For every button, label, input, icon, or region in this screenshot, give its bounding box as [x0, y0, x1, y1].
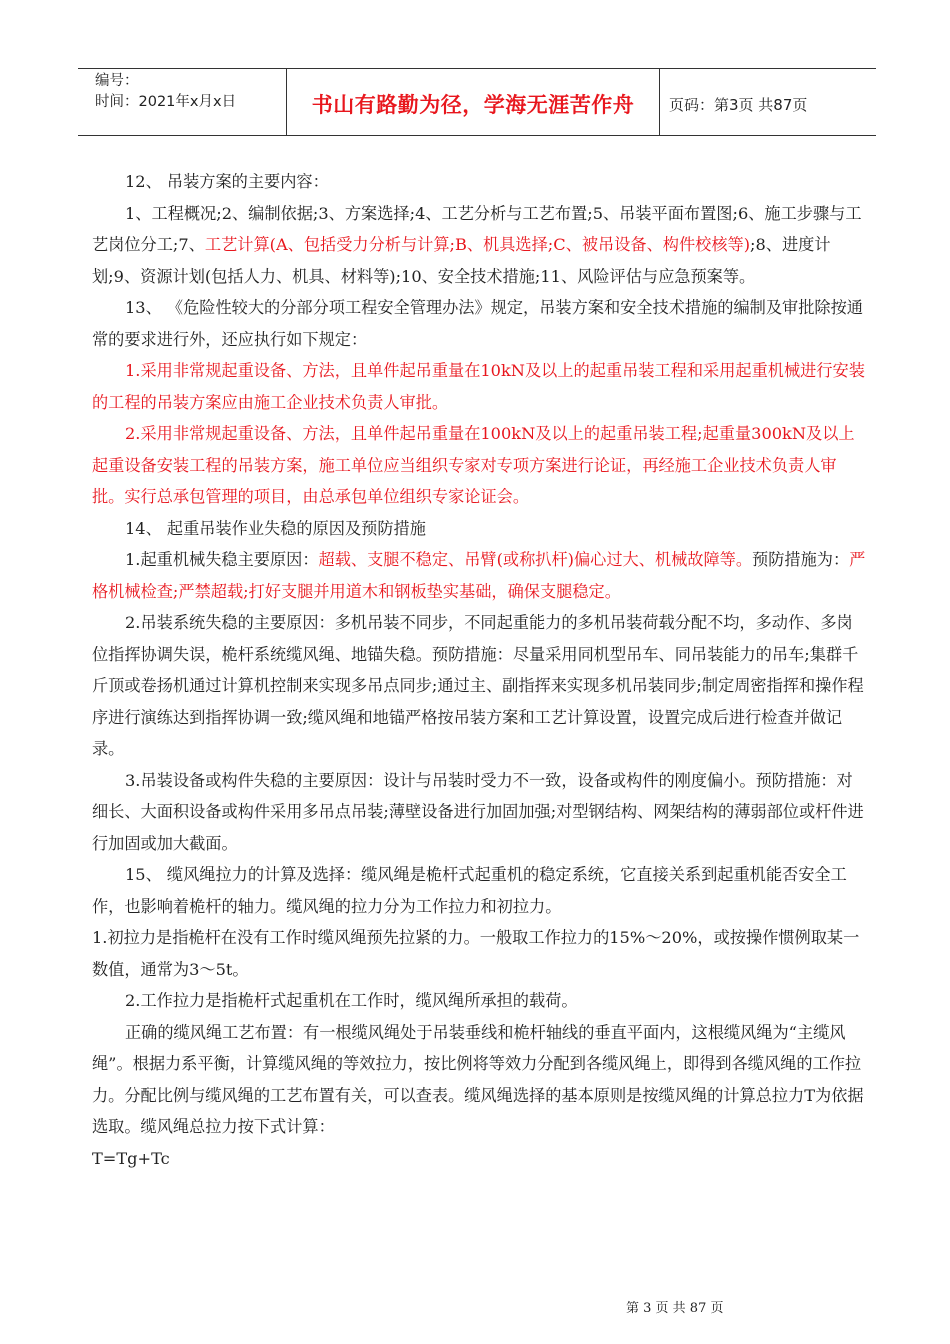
body-text: T=Tg+Tc	[92, 1148, 170, 1168]
highlighted-text: 1.采用非常规起重设备、方法，且单件起吊重量在10kN及以上的起重吊装工程和采用起重机械进行安装的工程的吊装方案应由施工企业技术负责人审批。	[92, 361, 865, 412]
header-page-number: 页码：第3页 共87页	[669, 95, 808, 114]
body-text: 2.工作拉力是指桅杆式起重机在工作时，缆风绳所承担的载荷。	[125, 991, 578, 1010]
highlighted-text: 工艺计算(A、包括受力分析与计算;B、机具选择;C、被吊设备、构件校核等)	[204, 235, 751, 254]
paragraph	[92, 922, 866, 985]
header-motto: 书山有路勤为径，学海无涯苦作舟	[286, 69, 660, 135]
paragraph	[92, 985, 866, 1017]
body-text: ;8、进度计划;9、资源计划(包括人力、机具、材料等);10、安全技术措施;11、风险评估与应急预案等。	[92, 235, 831, 286]
body-text: 15、 缆风绳拉力的计算及选择：缆风绳是桅杆式起重机的稳定系统，它直接关系到起重机能否安全工作，也影响着桅杆的轴力。缆风绳的拉力分为工作拉力和初拉力。	[92, 865, 847, 916]
paragraph	[92, 859, 866, 922]
body-text: 1.初拉力是指桅杆在没有工作时缆风绳预先拉紧的力。一般取工作拉力的15%～20%，或按操作惯例取某一数值，通常为3～5t。	[92, 928, 860, 979]
paragraph	[92, 607, 866, 765]
paragraph	[92, 355, 866, 418]
serial-number-label: 编号：	[95, 73, 139, 89]
paragraph	[92, 544, 866, 607]
paragraph	[92, 1017, 866, 1143]
body-text: 13、 《危险性较大的分部分项工程安全管理办法》规定，吊装方案和安全技术措施的编制及审批除按通常的要求进行外，还应执行如下规定：	[92, 298, 863, 349]
header-meta	[78, 69, 286, 135]
paragraph	[92, 292, 866, 355]
body-text: 1、工程概况;2、编制依据;3、方案选择;4、工艺分析与工艺布置;5、吊装平面布置图;6、施工步骤与工艺岗位分工;7、	[92, 203, 862, 254]
body-text: 1.起重机械失稳主要原因：	[125, 550, 319, 569]
body-text: 12、 吊装方案的主要内容：	[125, 172, 329, 191]
paragraph	[92, 166, 866, 198]
paragraph	[92, 1143, 866, 1175]
page-footer: 第 3 页 共 87 页	[626, 1301, 724, 1316]
document-body	[92, 166, 866, 1174]
body-text: 正确的缆风绳工艺布置：有一根缆风绳处于吊装垂线和桅杆轴线的垂直平面内，这根缆风绳为“主缆风绳”。根据力系平衡，计算缆风绳的等效拉力，按比例将等效力分配到各缆风绳上，即得到各缆风绳的工作拉力。分配比例与缆风绳的工艺布置有关，可以查表。缆风绳选择的基本原则是按缆风绳的计算总拉力T为依据选取。缆风绳总拉力按下式计算：	[92, 1022, 864, 1136]
body-text: 2.吊装系统失稳的主要原因：多机吊装不同步，不同起重能力的多机吊装荷载分配不均，多动作、多岗位指挥协调失误，桅杆系统缆风绳、地锚失稳。预防措施：尽量采用同机型吊车、同吊装能力的吊车;集群千斤顶或卷扬机通过计算机控制来实现多吊点同步;通过主、副指挥来实现多机吊装同步;制定周密指挥和操作程序进行演练达到指挥协调一致;缆风绳和地锚严格按吊装方案和工艺计算设置，设置完成后进行检查并做记录。	[92, 613, 864, 758]
highlighted-text: 2.采用非常规起重设备、方法，且单件起吊重量在100kN及以上的起重吊装工程;起重量300kN及以上起重设备安装工程的吊装方案，施工单位应当组织专家对专项方案进行论证，再经施工企业技术负责人审批。实行总承包管理的项目，由总承包单位组织专家论证会。	[92, 424, 855, 506]
body-text: 14、 起重吊装作业失稳的原因及预防措施	[125, 518, 426, 538]
body-text: 3.吊装设备或构件失稳的主要原因：设计与吊装时受力不一致，设备或构件的刚度偏小。预防措施：对细长、大面积设备或构件采用多吊点吊装;薄壁设备进行加固加强;对型钢结构、网架结构的薄弱部位或杆件进行加固或加大截面。	[92, 770, 864, 853]
body-text: 预防措施为：	[752, 550, 850, 569]
paragraph	[92, 418, 866, 513]
paragraph	[92, 198, 866, 293]
date-label: 时间：2021年x月x日	[95, 94, 237, 110]
highlighted-text: 严格机械检查;严禁超载;打好支腿并用道木和钢板垫实基础，确保支腿稳定。	[92, 550, 866, 601]
highlighted-text: 超载、支腿不稳定、吊臂(或称扒杆)偏心过大、机械故障等。	[318, 550, 753, 569]
page-header	[78, 68, 876, 136]
paragraph	[92, 765, 866, 860]
paragraph	[92, 513, 866, 545]
